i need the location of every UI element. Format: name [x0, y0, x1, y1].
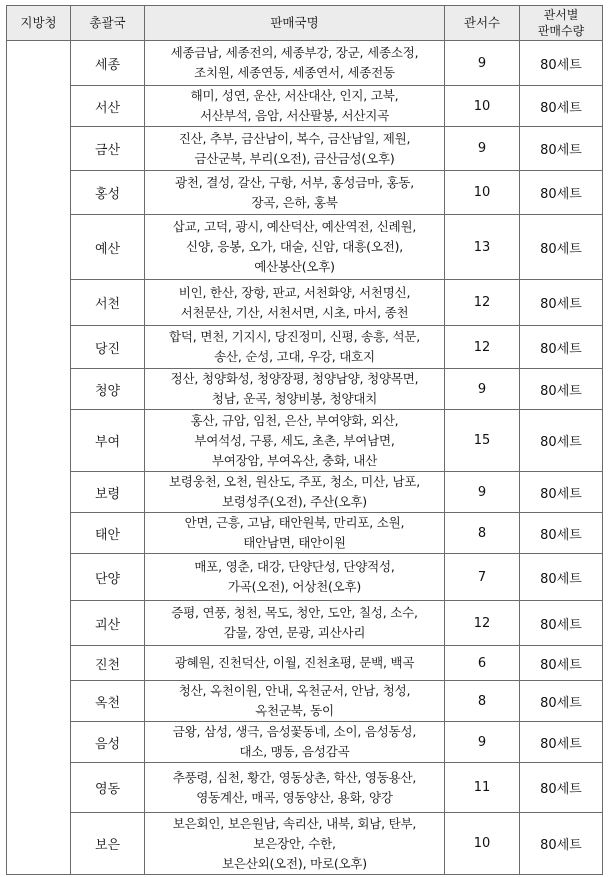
table-row: [7, 554, 603, 601]
quantity-cell: 80세트: [520, 41, 603, 86]
region-cell: 당진: [71, 326, 145, 369]
header-offices: 판매국명: [145, 6, 445, 41]
quantity-cell: 80세트: [520, 646, 603, 681]
quantity-cell: 80세트: [520, 472, 603, 513]
offices-cell: [145, 41, 445, 86]
count-cell: 10: [445, 86, 520, 127]
quantity-cell: 80세트: [520, 813, 603, 875]
offices-cell: [145, 369, 445, 410]
table-row: [7, 410, 603, 472]
quantity-cell: 80세트: [520, 86, 603, 127]
region-cell: 단양: [71, 554, 145, 601]
sales-quantity-table: [6, 5, 603, 875]
region-cell: 옥천: [71, 681, 145, 722]
office-line: 신양, 응봉, 오가, 대술, 신암, 대흥(오전),: [185, 239, 404, 254]
office-line: 송산, 순성, 고대, 우강, 대호지: [214, 349, 375, 364]
table-row: [7, 763, 603, 813]
office-line: 합덕, 면천, 기지시, 당진정미, 신평, 송흥, 석문,: [169, 329, 420, 344]
count-cell: 12: [445, 280, 520, 326]
office-line: 보령성주(오전), 주산(오후): [221, 494, 367, 509]
count-cell: 8: [445, 681, 520, 722]
quantity-cell: 80세트: [520, 601, 603, 646]
region-cell: 부여: [71, 410, 145, 472]
quantity-cell: 80세트: [520, 513, 603, 554]
office-line: 청산, 옥천이원, 안내, 옥천군서, 안남, 청성,: [178, 683, 411, 698]
header-quantity: [520, 6, 603, 41]
table-row: [7, 215, 603, 280]
table-row: [7, 326, 603, 369]
region-cell: 홍성: [71, 171, 145, 215]
quantity-cell: 80세트: [520, 410, 603, 472]
office-line: 추풍령, 심천, 황간, 영동상촌, 학산, 영동용산,: [172, 769, 417, 785]
region-cell: 보령: [71, 472, 145, 513]
quantity-cell: 80세트: [520, 722, 603, 763]
region-cell: 진천: [71, 646, 145, 681]
office-line: 예산봉산(오후): [254, 259, 335, 274]
offices-cell: [145, 86, 445, 127]
table-row: [7, 86, 603, 127]
quantity-cell: 80세트: [520, 369, 603, 410]
count-cell: 10: [445, 813, 520, 875]
count-cell: 7: [445, 554, 520, 601]
office-line: 진산, 추부, 금산남이, 복수, 금산남일, 제원,: [178, 130, 411, 146]
count-cell: 12: [445, 326, 520, 369]
office-line: 광혜원, 진천덕산, 이월, 진천초평, 문백, 백곡: [174, 655, 415, 670]
count-cell: 8: [445, 513, 520, 554]
office-line: 해미, 성연, 운산, 서산대산, 인지, 고북,: [190, 88, 399, 103]
region-cell: 청양: [71, 369, 145, 410]
count-cell: 9: [445, 472, 520, 513]
region-cell: 서산: [71, 86, 145, 127]
region-cell: 보은: [71, 813, 145, 875]
office-line: 세종금남, 세종전의, 세종부강, 장군, 세종소정,: [170, 45, 419, 60]
count-cell: 15: [445, 410, 520, 472]
table-row: [7, 646, 603, 681]
offices-cell: [145, 763, 445, 813]
office-line: 청남, 운곡, 청양비봉, 청양대치: [211, 391, 378, 406]
office-line: 보은회인, 보은원남, 속리산, 내북, 회남, 탄부,: [172, 815, 417, 831]
table-row: [7, 813, 603, 875]
region-cell: 금산: [71, 127, 145, 171]
offices-cell: [145, 513, 445, 554]
offices-cell: [145, 722, 445, 763]
count-cell: 9: [445, 369, 520, 410]
count-cell: 9: [445, 41, 520, 86]
offices-cell: [145, 813, 445, 875]
table-row: [7, 280, 603, 326]
office-line: 매포, 영춘, 대강, 단양단성, 단양적성,: [194, 559, 395, 574]
region-cell: 태안: [71, 513, 145, 554]
office-line: 보은산외(오전), 마로(오후): [221, 855, 367, 871]
office-line: 옥천군북, 동이: [255, 703, 334, 718]
office-line: 대소, 맹동, 음성감곡: [239, 744, 350, 759]
office-line: 광천, 결성, 갈산, 구항, 서부, 홍성금마, 홍동,: [174, 174, 415, 190]
office-line: 비인, 한산, 장항, 판교, 서천화양, 서천명신,: [178, 284, 411, 300]
header-row: [7, 6, 603, 41]
table-row: [7, 127, 603, 171]
office-line: 보은장안, 수한,: [253, 835, 336, 851]
table-body: [7, 41, 603, 875]
region-cell: 세종: [71, 41, 145, 86]
office-line: 금왕, 삼성, 생극, 음성꽃동네, 소이, 음성동성,: [172, 724, 417, 739]
table-row: [7, 601, 603, 646]
count-cell: 13: [445, 215, 520, 280]
header-branch: 지방청: [7, 6, 71, 41]
quantity-cell: 80세트: [520, 171, 603, 215]
office-line: 부여장암, 부여옥산, 충화, 내산: [211, 452, 378, 468]
header-region: 총괄국: [71, 6, 145, 41]
office-line: 부여석성, 구룡, 세도, 초촌, 부여남면,: [194, 432, 395, 448]
count-cell: 6: [445, 646, 520, 681]
office-line: 안면, 근흥, 고남, 태안원북, 만리포, 소원,: [184, 515, 405, 530]
offices-cell: [145, 646, 445, 681]
office-line: 증평, 연풍, 청천, 목도, 청안, 도안, 칠성, 소수,: [171, 605, 418, 620]
table-row: [7, 369, 603, 410]
count-cell: 9: [445, 127, 520, 171]
office-line: 서산부석, 음암, 서산팔봉, 서산지곡: [200, 108, 389, 123]
offices-cell: [145, 127, 445, 171]
quantity-cell: 80세트: [520, 280, 603, 326]
region-cell: 괴산: [71, 601, 145, 646]
header-quantity-line1: 관서별: [543, 8, 579, 22]
count-cell: 12: [445, 601, 520, 646]
quantity-cell: 80세트: [520, 215, 603, 280]
office-line: 조치원, 세종연동, 세종연서, 세종전동: [194, 65, 395, 80]
quantity-cell: 80세트: [520, 554, 603, 601]
branch-cell: [7, 41, 71, 875]
table-row: [7, 722, 603, 763]
table-row: [7, 41, 603, 86]
office-line: 서천문산, 기산, 서천서면, 시초, 마서, 종천: [180, 304, 409, 320]
region-cell: 영동: [71, 763, 145, 813]
office-line: 장곡, 은하, 홍북: [251, 194, 338, 210]
office-line: 태안남면, 태안이원: [243, 535, 346, 550]
offices-cell: [145, 215, 445, 280]
offices-cell: [145, 280, 445, 326]
count-cell: 10: [445, 171, 520, 215]
office-line: 정산, 청양화성, 청양장평, 청양남양, 청양목면,: [170, 371, 419, 386]
header-quantity-line2: 판매수량: [537, 24, 585, 38]
region-cell: 음성: [71, 722, 145, 763]
offices-cell: [145, 326, 445, 369]
header-count: 관서수: [445, 6, 520, 41]
office-line: 보령웅천, 오천, 원산도, 주포, 청소, 미산, 남포,: [169, 474, 420, 489]
office-line: 삽교, 고덕, 광시, 예산덕산, 예산역전, 신례원,: [172, 219, 417, 234]
quantity-cell: 80세트: [520, 763, 603, 813]
offices-cell: [145, 410, 445, 472]
table-row: [7, 681, 603, 722]
offices-cell: [145, 681, 445, 722]
office-line: 영동계산, 매곡, 영동양산, 용화, 양강: [196, 789, 393, 805]
offices-cell: [145, 554, 445, 601]
offices-cell: [145, 601, 445, 646]
table-row: [7, 171, 603, 215]
table-row: [7, 513, 603, 554]
offices-cell: [145, 472, 445, 513]
quantity-cell: 80세트: [520, 127, 603, 171]
offices-cell: [145, 171, 445, 215]
count-cell: 11: [445, 763, 520, 813]
office-line: 금산군북, 부리(오전), 금산금성(오후): [194, 150, 395, 166]
region-cell: 예산: [71, 215, 145, 280]
quantity-cell: 80세트: [520, 326, 603, 369]
office-line: 가곡(오전), 어상천(오후): [227, 579, 362, 594]
region-cell: 서천: [71, 280, 145, 326]
count-cell: 9: [445, 722, 520, 763]
office-line: 감물, 장연, 문광, 괴산사리: [223, 625, 366, 640]
quantity-cell: 80세트: [520, 681, 603, 722]
table-row: [7, 472, 603, 513]
office-line: 홍산, 규암, 임천, 은산, 부여양화, 외산,: [190, 412, 399, 428]
